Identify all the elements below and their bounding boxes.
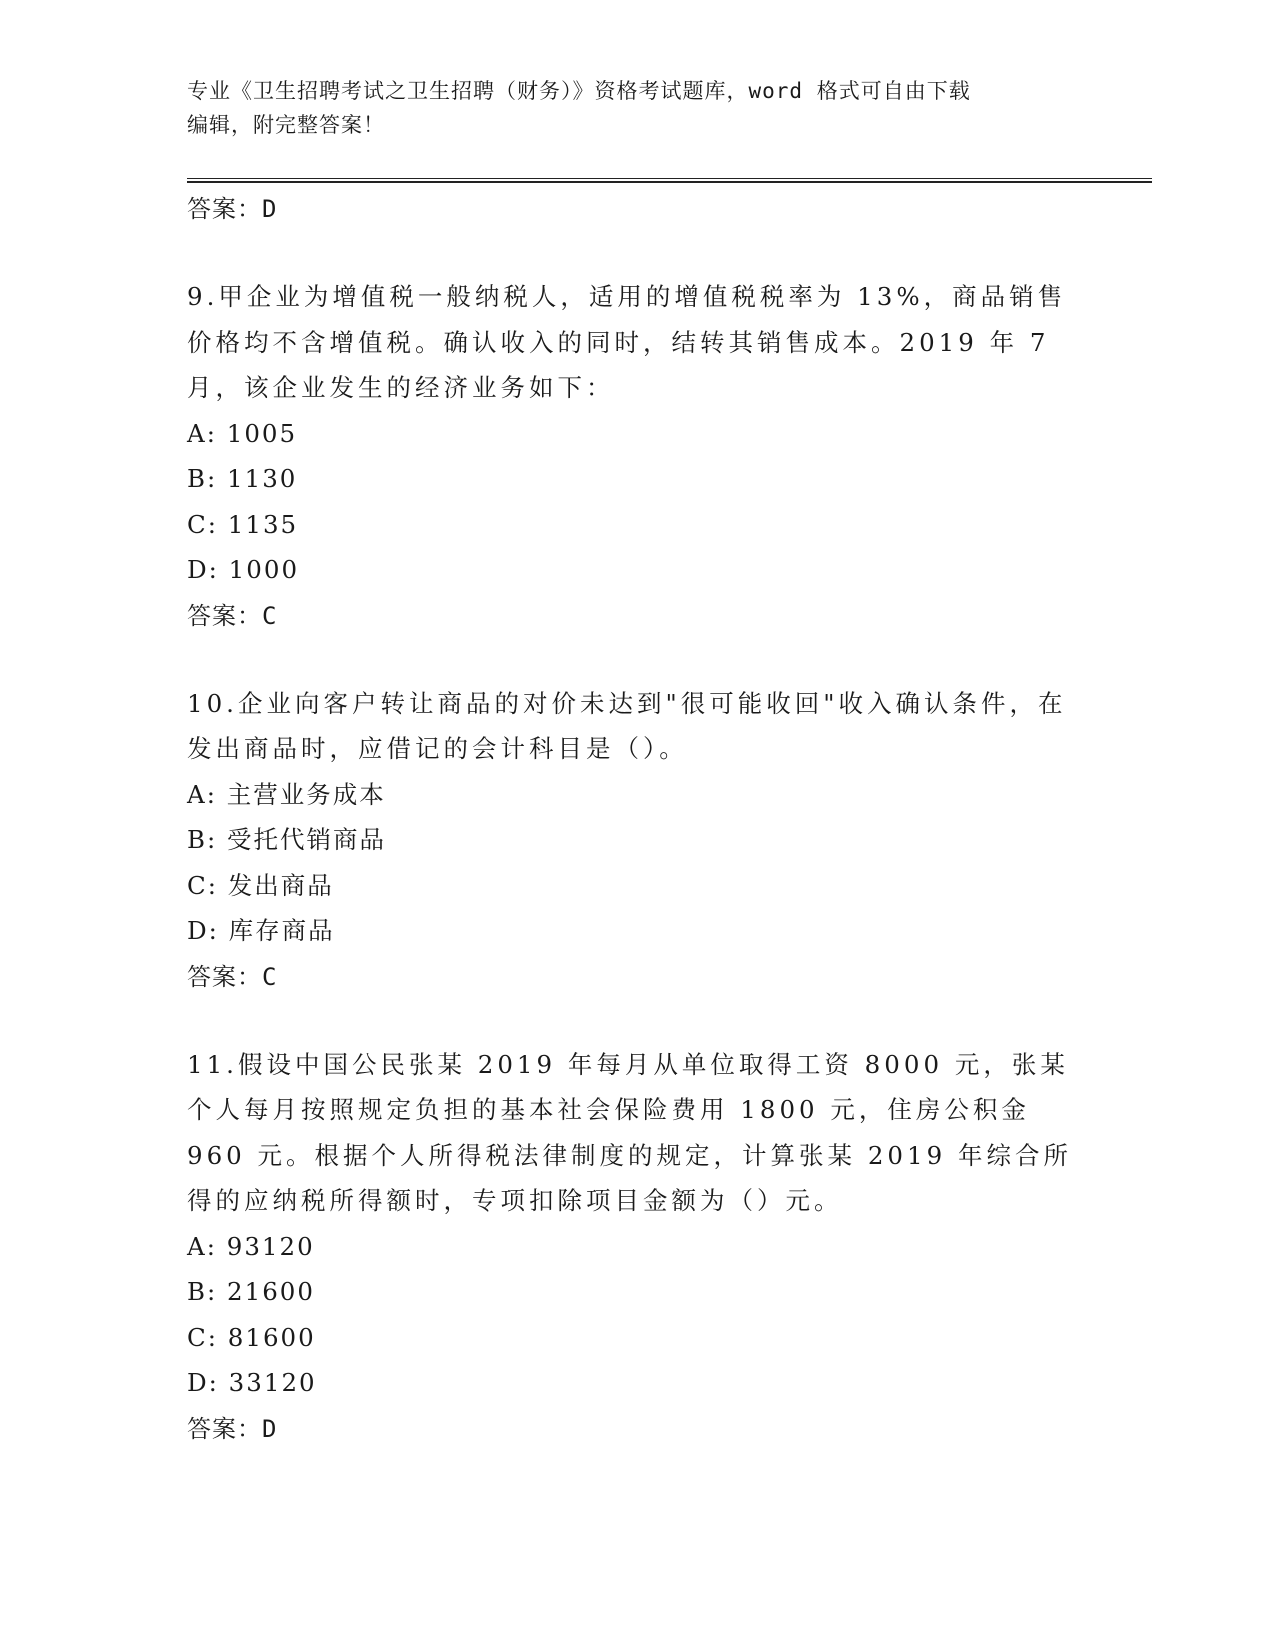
question-11 xyxy=(187,1042,1087,1452)
header-line-1: 专业《卫生招聘考试之卫生招聘（财务）》资格考试题库，word 格式可自由下载 xyxy=(187,79,971,103)
header-line-2: 编辑，附完整答案！ xyxy=(187,113,385,137)
page-header xyxy=(187,74,1087,142)
question-9 xyxy=(187,274,1087,639)
answer-line: 答案：C xyxy=(187,962,278,991)
option-a: A: 1005 xyxy=(187,418,298,448)
option-d: D: 33120 xyxy=(187,1368,317,1397)
option-c: C: 发出商品 xyxy=(187,870,334,900)
option-b: B: 1130 xyxy=(187,464,298,493)
option-c: C: 81600 xyxy=(187,1322,316,1352)
option-d: D: 库存商品 xyxy=(187,916,335,945)
header-divider xyxy=(187,178,1152,183)
option-b: B: 受托代销商品 xyxy=(187,825,387,854)
option-d: D: 1000 xyxy=(187,555,300,584)
question-stem: 10.企业向客户转让商品的对价未达到"很可能收回"收入确认条件，在发出商品时，应借记的会计科目是（）。 xyxy=(187,688,1067,763)
question-stem: 11.假设中国公民张某 2019 年每月从单位取得工资 8000 元，张某个人每月按照规定负担的基本社会保险费用 1800 元，住房公积金 960 元。根据个人所得税法律制度的规定，计算张某 2019 年综合所得的应纳税所得额时，专项扣除项目金额为（）元。 xyxy=(187,1049,1072,1215)
answer-line: 答案：D xyxy=(187,1414,278,1443)
option-a: A: 93120 xyxy=(187,1231,315,1261)
answer-line: 答案：C xyxy=(187,601,278,630)
option-c: C: 1135 xyxy=(187,509,299,539)
option-b: B: 21600 xyxy=(187,1277,315,1306)
question-10 xyxy=(187,681,1087,1000)
option-a: A: 主营业务成本 xyxy=(187,779,386,809)
document-body xyxy=(187,186,1087,1452)
answer-previous-question: 答案：D xyxy=(187,195,278,223)
question-stem: 9.甲企业为增值税一般纳税人，适用的增值税税率为 13%，商品销售价格均不含增值税。确认收入的同时，结转其销售成本。2019 年 7 月，该企业发生的经济业务如下： xyxy=(187,282,1067,402)
